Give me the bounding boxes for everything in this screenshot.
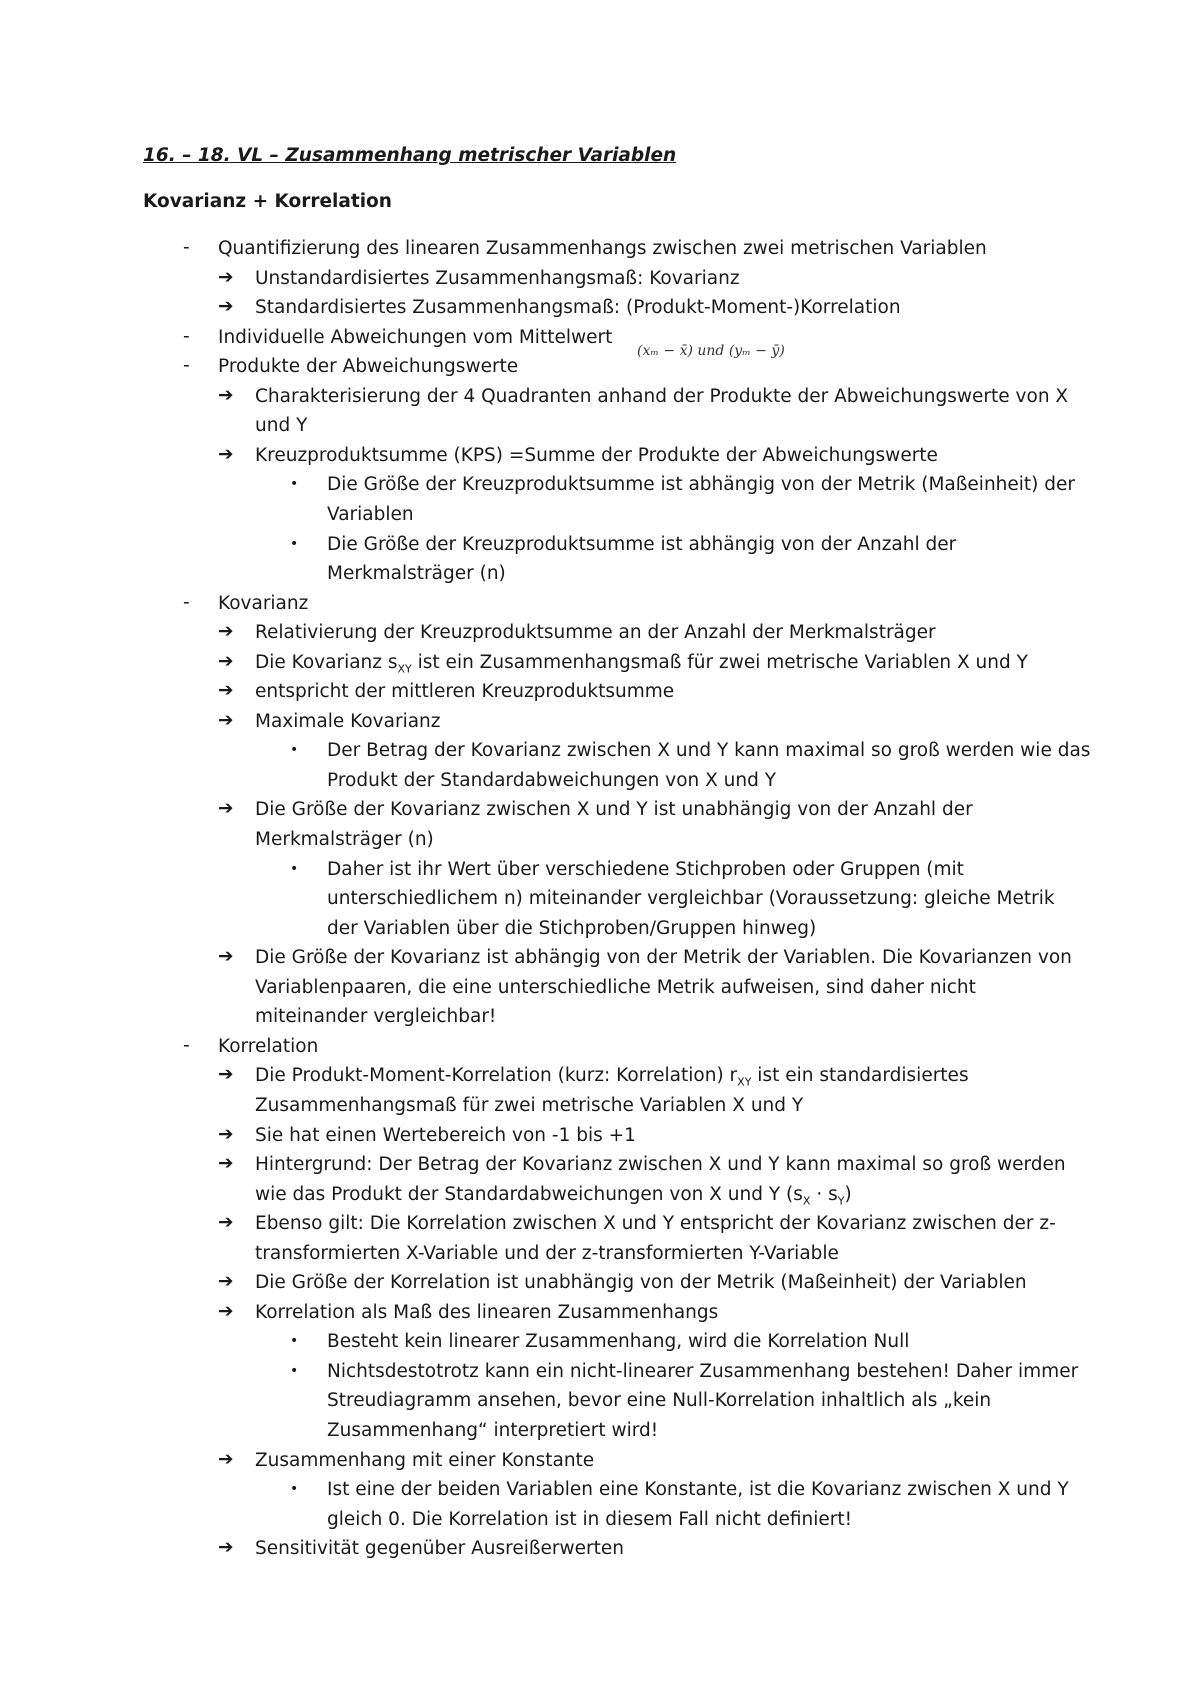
note-line: Die Größe der Kreuzproduktsumme ist abhängig von der Anzahl der xyxy=(327,533,957,555)
note-line: der Variablen über die Stichproben/Gruppen hinweg) xyxy=(327,917,817,939)
note-line: miteinander vergleichbar! xyxy=(255,1006,497,1028)
note-line: Korrelation als Maß des linearen Zusammenhangs xyxy=(255,1301,719,1323)
note-line: Sensitivität gegenüber Ausreißerwerten xyxy=(255,1538,625,1560)
note-line: Zusammenhang mit einer Konstante xyxy=(255,1449,595,1471)
bullet-icon: • xyxy=(290,535,299,552)
note-line: gleich 0. Die Korrelation ist in diesem Fall nicht definiert! xyxy=(327,1508,853,1530)
page-title: 16. – 18. VL – Zusammenhang metrischer Variablen xyxy=(143,145,677,166)
note-line: Unstandardisiertes Zusammenhangsmaß: Kovarianz xyxy=(255,267,740,289)
note-line: Die Produkt-Moment-Korrelation (kurz: Korrelation) $r_{XY}$ ist ein standardisiertes xyxy=(255,1065,969,1090)
note-line: Korrelation xyxy=(218,1035,319,1057)
arrow-icon: ➔ xyxy=(218,1271,234,1293)
bullet-icon: • xyxy=(290,1333,299,1350)
section-heading: Kovarianz + Korrelation xyxy=(143,191,392,212)
note-line: Besteht kein linearer Zusammenhang, wird die Korrelation Null xyxy=(327,1331,910,1353)
note-line: Ebenso gilt: Die Korrelation zwischen X und Y entspricht der Kovarianz zwischen der z- xyxy=(255,1213,1056,1235)
note-line: Produkte der Abweichungswerte xyxy=(218,356,519,378)
arrow-icon: ➔ xyxy=(218,680,234,702)
note-line: Variablenpaaren, die eine unterschiedliche Metrik aufweisen, sind daher nicht xyxy=(255,976,976,998)
arrow-icon: ➔ xyxy=(218,443,234,465)
arrow-icon: ➔ xyxy=(218,384,234,406)
note-line: Die Größe der Kovarianz ist abhängig von der Metrik der Variablen. Die Kovarianzen von xyxy=(255,947,1072,969)
bullet-icon: • xyxy=(290,1362,299,1379)
arrow-icon: ➔ xyxy=(218,621,234,643)
note-line: Nichtsdestotrotz kann ein nicht-linearer Zusammenhang bestehen! Daher immer xyxy=(327,1360,1079,1382)
dash-marker: - xyxy=(183,355,190,377)
arrow-icon: ➔ xyxy=(218,650,234,672)
note-line: Variablen xyxy=(327,503,414,525)
arrow-icon: ➔ xyxy=(218,1300,234,1322)
arrow-icon: ➔ xyxy=(218,266,234,288)
note-line: Die Kovarianz $s_{XY}$ ist ein Zusammenhangsmaß für zwei metrische Variablen X und Y xyxy=(255,651,1028,676)
note-line: Maximale Kovarianz xyxy=(255,710,441,732)
arrow-icon: ➔ xyxy=(218,798,234,820)
note-line: Kreuzproduktsumme (KPS) =Summe der Produkte der Abweichungswerte xyxy=(255,444,938,466)
subscript: XY xyxy=(397,662,412,676)
note-line: Die Größe der Korrelation ist unabhängig von der Metrik (Maßeinheit) der Variablen xyxy=(255,1272,1027,1294)
note-line: entspricht der mittleren Kreuzproduktsumme xyxy=(255,681,675,703)
note-line: Charakterisierung der 4 Quadranten anhand der Produkte der Abweichungswerte von X xyxy=(255,385,1069,407)
note-line: Individuelle Abweichungen vom Mittelwert xyxy=(218,326,613,348)
note-line: Merkmalsträger (n) xyxy=(327,563,506,585)
arrow-icon: ➔ xyxy=(218,1212,234,1234)
note-line: Daher ist ihr Wert über verschiedene Stichproben oder Gruppen (mit xyxy=(327,858,964,880)
dash-marker: - xyxy=(183,325,190,347)
subscript: XY xyxy=(737,1076,752,1090)
note-line: Zusammenhang“ interpretiert wird! xyxy=(327,1420,659,1441)
arrow-icon: ➔ xyxy=(218,1123,234,1145)
note-line: Sie hat einen Wertebereich von -1 bis +1 xyxy=(255,1124,636,1146)
note-line: und Y xyxy=(255,415,308,437)
note-line: Merkmalsträger (n) xyxy=(255,829,434,850)
arrow-icon: ➔ xyxy=(218,1448,234,1470)
arrow-icon: ➔ xyxy=(218,296,234,318)
dash-marker: - xyxy=(183,237,190,258)
note-line: Ist eine der beiden Variablen eine Konstante, ist die Kovarianz zwischen X und Y xyxy=(327,1479,1069,1501)
note-line: Zusammenhangsmaß für zwei metrische Variablen X und Y xyxy=(255,1094,804,1116)
note-line: Hintergrund: Der Betrag der Kovarianz zwischen X und Y kann maximal so groß werden xyxy=(255,1154,1066,1176)
note-line: Die Größe der Kovarianz zwischen X und Y ist unabhängig von der Anzahl der xyxy=(255,799,973,821)
note-line: Der Betrag der Kovarianz zwischen X und Y kann maximal so groß werden wie das xyxy=(327,740,1091,762)
note-line: Standardisiertes Zusammenhangsmaß: (Produkt-Moment-)Korrelation xyxy=(255,297,901,319)
dash-marker: - xyxy=(183,591,190,613)
dash-marker: - xyxy=(183,1034,190,1056)
deviation-formula: (xₘ − x̄) und (yₘ − ȳ) xyxy=(637,343,785,359)
note-line: Produkt der Standardabweichungen von X und Y xyxy=(327,769,777,791)
arrow-icon: ➔ xyxy=(218,709,234,731)
subscript: Y xyxy=(837,1194,845,1208)
arrow-icon: ➔ xyxy=(218,1064,234,1086)
note-line: Streudiagramm ansehen, bevor eine Null-Korrelation inhaltlich als „kein xyxy=(327,1390,992,1412)
note-line: Quantifizierung des linearen Zusammenhangs zwischen zwei metrischen Variablen xyxy=(218,238,987,259)
arrow-icon: ➔ xyxy=(218,946,234,968)
bullet-icon: • xyxy=(290,476,299,493)
note-line: wie das Produkt der Standardabweichungen von X und Y $(s_X \cdot s_Y)$ xyxy=(255,1183,852,1208)
note-line: Die Größe der Kreuzproduktsumme ist abhängig von der Metrik (Maßeinheit) der xyxy=(327,474,1075,496)
note-line: Kovarianz xyxy=(218,592,309,614)
arrow-icon: ➔ xyxy=(218,1537,234,1559)
subscript: X xyxy=(802,1194,811,1208)
bullet-icon: • xyxy=(290,860,299,877)
note-line: transformierten X-Variable und der z-transformierten Y-Variable xyxy=(255,1242,839,1264)
note-line: Relativierung der Kreuzproduktsumme an der Anzahl der Merkmalsträger xyxy=(255,622,936,644)
bullet-icon: • xyxy=(290,742,299,759)
arrow-icon: ➔ xyxy=(218,1153,234,1175)
bullet-icon: • xyxy=(290,1481,299,1498)
note-line: unterschiedlichem n) miteinander vergleichbar (Voraussetzung: gleiche Metrik xyxy=(327,888,1055,910)
